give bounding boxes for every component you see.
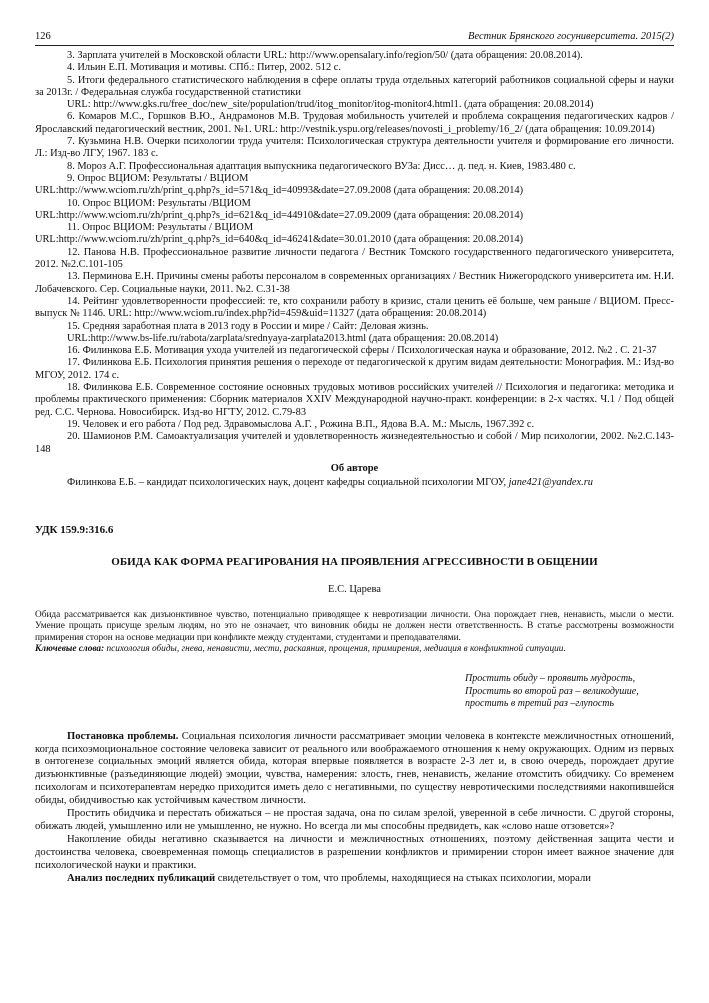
section-lead: Постановка проблемы.: [67, 730, 179, 742]
epigraph: [465, 673, 674, 710]
reference-item: URL:http://www.wciom.ru/zh/print_q.php?s_id=621&q_id=44910&date=27.09.2009 (дата обращения: 20.08.2014): [35, 209, 524, 221]
udc-code: УДК 159.9:316.6: [35, 523, 114, 536]
author-email: jane421@yandex.ru: [508, 476, 593, 488]
keywords-label: Ключевые слова:: [35, 644, 105, 655]
running-header: [35, 30, 674, 46]
about-author-text: [35, 476, 674, 489]
reference-item: 11. Опрос ВЦИОМ: Результаты / ВЦИОМ: [67, 222, 254, 234]
reference-item: URL:http://www.wciom.ru/zh/print_q.php?s_id=640&q_id=46241&date=30.01.2010 (дата обращения: 20.08.2014): [35, 234, 524, 246]
reference-item: 18. Филинкова Е.Б. Современное состояние основных трудовых мотивов российских учителей // Психология и педагогика: методика и проблемы практического применения: Сборник материалов XXIV Международной научно-практ. конференции: в 2-х частях. Ч.1 / Под общей ред. С.С. Чернова. Новосибирск. Изд-во НГТУ, 2012. С.79-83: [35, 382, 674, 418]
keywords-text: психология обиды, гнева, ненависти, мести, раскаяния, прощения, примирения, медиация в конфликтной ситуации.: [104, 644, 566, 655]
body-paragraph: Накопление обиды негативно сказывается на личности и межличностных отношениях, поэтому действенная защита чести и достоинства человека, своевременная помощь специалистов в разрешении конфликтов и примирении сторон имеет важное значение для психологической науки и практики.: [35, 833, 674, 871]
reference-item: URL:http://www.wciom.ru/zh/print_q.php?s_id=571&q_id=40993&date=27.09.2008 (дата обращения: 20.08.2014): [35, 185, 524, 197]
reference-item: 4. Ильин Е.П. Мотивация и мотивы. СПб.: Питер, 2002. 512 с.: [67, 62, 341, 74]
body-paragraph: [35, 731, 674, 808]
about-author-description: Филинкова Е.Б. – кандидат психологических наук, доцент кафедры социальной психологии МГОУ,: [67, 476, 509, 488]
body-paragraph: Простить обидчика и перестать обижаться – не простая задача, она по силам зрелой, уверенной в себе личности. С другой стороны, обижать людей, умышленно или не умышленно, не нужно. Но всегда ли мы способны предвидеть, как «слово наше отзовется»?: [35, 808, 674, 832]
reference-item: 17. Филинкова Е.Б. Психология принятия решения о переходе от педагогической к другим видам деятельности: Монография. М.: Изд-во МГОУ, 2012. 174 с.: [35, 357, 674, 381]
reference-item: 12. Панова Н.В. Профессиональное развитие личности педагога / Вестник Томского государственного педагогического университета, 2012. №2.С.101-105: [35, 246, 674, 271]
reference-item: 6. Комаров М.С., Горшков В.Ю., Андрамонов М.В. Трудовая мобильность учителей и проблема сокращения педагогических кадров / Ярославский педагогический вестник, 2001. №1. URL: http://vestnik.yspu.org/releases/novosti_i_problemy/16_2/ (дата обращения: 10.09.2014): [35, 111, 674, 135]
abstract-text: Обида рассматривается как дизъюнктивное чувство, потенциально приводящее к невротизации личности. Она порождает гнев, ненависть, мысли о мести. Умение прощать присуще зрелым людям, но это не означает, что виновник обиды не должен нести ответственность. В статье рассмотрены возможности примирения сторон на основе медиации при конфликте между студентами, студентами и преподавателями.: [35, 609, 674, 643]
reference-item: 15. Средняя заработная плата в 2013 году в России и мире / Сайт: Деловая жизнь.: [67, 320, 429, 332]
epigraph-line: Простить обиду – проявить мудрость,: [465, 673, 636, 685]
epigraph-line: Простить во второй раз – великодушие,: [465, 685, 639, 697]
reference-item: 7. Кузьмина Н.В. Очерки психологии труда учителя: Психологическая структура деятельности учителя и формирование его личности. Л.: Изд-во ЛГУ, 1967. 183 с.: [35, 136, 674, 160]
reference-item: 8. Мороз А.Г. Профессиональная адаптация выпускника педагогического ВУЗа: Дисс… д. пед. н. Киев, 1983.480 с.: [67, 160, 576, 172]
article-body: [35, 731, 674, 886]
reference-item: 13. Перминова Е.Н. Причины смены работы персоналом в современных организациях / Вестник Нижегородского университета им. Н.И. Лобачевского. Сер. Социальные науки, 2011. №2. С.31-38: [35, 271, 674, 295]
abstract: [35, 610, 674, 656]
reference-item: 16. Филинкова Е.Б. Мотивация ухода учителей из педагогической сферы / Психологическая наука и образование, 2012. №2 . С. 21-37: [67, 345, 657, 357]
reference-list: [35, 50, 674, 456]
paragraph-text: свидетельствует о том, что проблемы, находящиеся на стыках психологии, морали: [215, 872, 591, 884]
section-lead: Анализ последних публикаций: [67, 872, 216, 884]
page-number: 126: [35, 31, 51, 42]
reference-item: URL: http://www.gks.ru/free_doc/new_site/population/trud/itog_monitor/itog-monitor4.html1. (дата обращения: 20.08.2014): [67, 99, 594, 111]
reference-item: 20. Шамионов Р.М. Самоактуализация учителей и удовлетворенность жизнедеятельностью и собой / Мир психологии, 2002. №2.С.143-148: [35, 431, 674, 455]
journal-title: Вестник Брянского госуниверситета. 2015(2): [468, 31, 674, 42]
reference-item: 5. Итоги федерального статистического наблюдения в сфере оплаты труда отдельных категорий работников социальной сферы и науки за 2013г. / Федеральная служба государственной статистики: [35, 74, 674, 98]
reference-item: 19. Человек и его работа / Под ред. Здравомыслова А.Г. , Рожина В.П., Ядова В.А. М.: Мысль, 1967.392 с.: [67, 418, 535, 430]
reference-item: 10. Опрос ВЦИОМ: Результаты /ВЦИОМ: [67, 197, 251, 209]
about-author-heading: Об авторе: [330, 462, 379, 474]
body-paragraph: [35, 873, 674, 886]
article-title: ОБИДА КАК ФОРМА РЕАГИРОВАНИЯ НА ПРОЯВЛЕНИЯ АГРЕССИВНОСТИ В ОБЩЕНИИ: [111, 555, 598, 568]
paragraph-text: Социальная психология личности рассматривает эмоции человека в контексте межличностных отношений, когда психоэмоциональное состояние человека зависит от реального или воображаемого отношения к нему окружающих. Одним из первых в онтогенезе социальных эмоций является обида, которая впервые появляется в возрасте 2-3 лет и, в свою очередь, порождает другие дизъюнктивные (разъединяющие людей) эмоции, чувства, намерения: злость, гнев, ненависть, желание отомстить обидчику. Со временем психологам и психотерапевтам нередко приходится иметь дело с негативными, по существу невротическими последствиями накопившейся обиды, обидчивостью как устойчивым качеством личности.: [35, 730, 674, 807]
keywords: [35, 644, 674, 655]
reference-item: 9. Опрос ВЦИОМ: Результаты / ВЦИОМ: [67, 172, 249, 184]
epigraph-line: простить в третий раз –глупость: [465, 698, 615, 710]
article-author: Е.С. Царева: [328, 583, 381, 595]
reference-item: 14. Рейтинг удовлетворенности профессией: те, кто сохранили работу в кризис, стали ценить её больше, чем раньше / ВЦИОМ. Пресс-выпуск № 1146. URL: http://www.wciom.ru/index.php?id=459&uid=11327 (дата обращения: 20.08.2014): [35, 295, 674, 320]
reference-item: 3. Зарплата учителей в Московской области URL: http://www.opensalary.info/region/50/ (дата обращения: 20.08.2014).: [67, 50, 583, 61]
reference-item: URL:http://www.bs-life.ru/rabota/zarplata/srednyaya-zarplata2013.html (дата обращения: 20.08.2014): [67, 332, 499, 344]
